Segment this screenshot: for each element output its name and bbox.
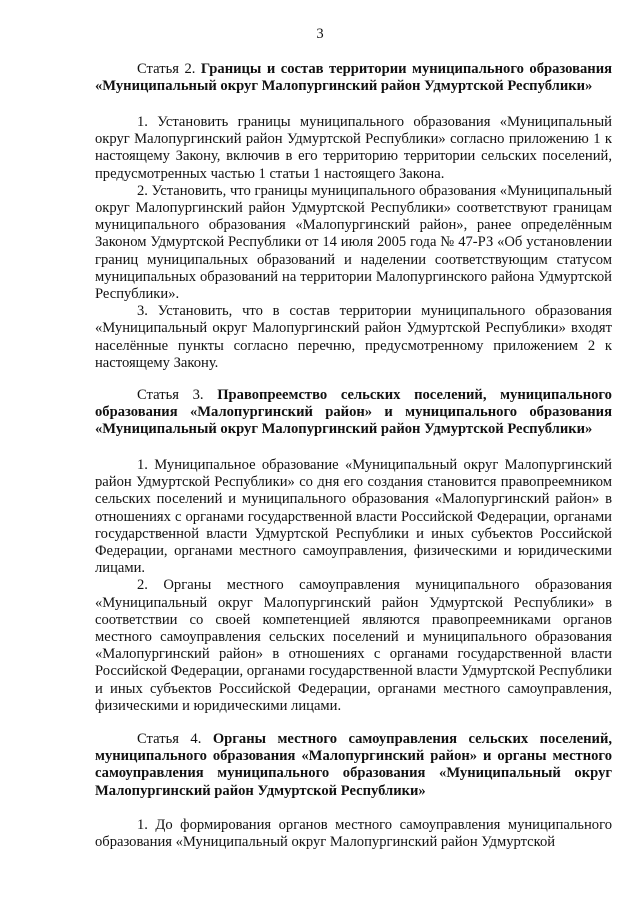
article-2-heading (95, 61, 612, 95)
article-4-heading (95, 731, 612, 800)
article-3-body (95, 457, 612, 715)
article-2-heading-prefix: Статья 2. (137, 61, 196, 77)
page-number: 3 (316, 26, 324, 42)
article-3-heading (95, 387, 612, 439)
article-3 (95, 387, 612, 439)
article-2-paragraph-3: 3. Установить, что в состав территории муниципального образования «Муниципальный округ Малопургинский район Удмуртской Республики» входят населённые пункты согласно перечню, предусмотренному приложением 2 к настоящему Закону. (95, 303, 612, 371)
article-2-paragraph-2: 2. Установить, что границы муниципального образования «Муниципальный округ Малопургинский район Удмуртской Республики» соответствуют границам муниципального образования «Малопургинский район», ранее определённым Законом Удмуртской Республики от 14 июля 2005 года № 47-РЗ «Об установлении границ муниципальных образований и наделении соответствующим статусом муниципальных образований на территории Малопургинского района Удмуртской Республики». (95, 182, 612, 303)
article-2-paragraph-1: 1. Установить границы муниципального образования «Муниципальный округ Малопургинский район Удмуртской Республики» согласно приложению 1 к настоящему Закону, включив в его территорию территории сельских поселений, предусмотренных частью 1 статьи 1 настоящего Закона. (95, 114, 612, 182)
article-3-paragraph-1: 1. Муниципальное образование «Муниципальный округ Малопургинский район Удмуртской Республики» со дня его создания становится правопреемником сельских поселений и муниципального образования «Малопургинский район» в отношениях с органами государственной власти Российской Федерации, органами государственной власти Удмуртской Республики и иных субъектов Российской Федерации, органами местного самоуправления, физическими и юридическими лицами. (95, 457, 612, 577)
article-4-heading-title: Органы местного самоуправления сельских поселений, муниципального образования «Малопургинский район» и органы местного самоуправления муниципального образования «Муниципальный округ Малопургинский район Удмуртской Республики» (95, 731, 612, 799)
article-4-heading-prefix: Статья 4. (137, 731, 202, 747)
article-4 (95, 731, 612, 800)
article-2-heading-title: Границы и состав территории муниципального образования «Муниципальный округ Малопургинский район Удмуртской Республики» (95, 61, 613, 95)
article-2 (95, 61, 612, 95)
article-4-body (95, 817, 612, 851)
article-2-body (95, 114, 612, 372)
article-3-heading-prefix: Статья 3. (137, 387, 204, 403)
article-3-paragraph-2: 2. Органы местного самоуправления муниципального образования «Муниципальный округ Малопургинский район Удмуртской Республики» в соответствии со своей компетенцией являются правопреемниками органов местного самоуправления сельских поселений и муниципального образования «Малопургинский район» в отношениях с органами государственной власти Российской Федерации, органами государственной власти Удмуртской Республики и иных субъектов Российской Федерации, органами местного самоуправления, физическими и юридическими лицами. (95, 577, 612, 714)
article-4-paragraph-1: 1. До формирования органов местного самоуправления муниципального образования «Муниципальный округ Малопургинский район Удмуртской (95, 817, 612, 851)
article-3-heading-title: Правопреемство сельских поселений, муниципального образования «Малопургинский район» и муниципального образования «Муниципальный округ Малопургинский район Удмуртской Республики» (95, 387, 612, 438)
